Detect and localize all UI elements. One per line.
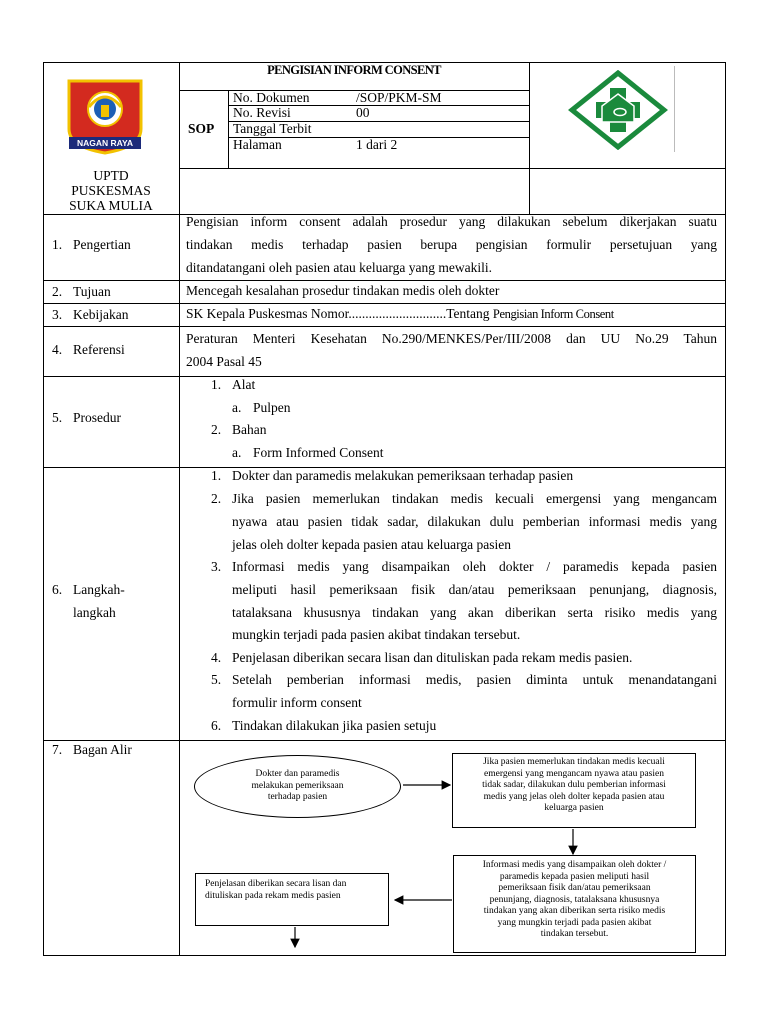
flow-node-3-line-7: tindakan tersebut. (540, 929, 609, 939)
field-label-no-dokumen: No. Dokumen (233, 90, 310, 105)
langkah-step-3-line-4: mungkin terjadi pada pasien akibat tindakan tersebut. (232, 627, 521, 642)
flow-node-informasi-medis (453, 855, 696, 953)
langkah-step-5-line-1: Setelah pemberian informasi medis, pasien diminta untuk menandatangani (232, 672, 717, 687)
langkah-step-2-number: 2. (211, 491, 222, 506)
section-7-number: 7. (52, 742, 63, 757)
frame-bottom (43, 955, 726, 956)
prosedur-item-1-text: Alat (232, 377, 256, 392)
flow-node-start-line-1: Dokter dan paramedis (255, 769, 340, 780)
sop-divider (228, 90, 229, 168)
flow-node-2-line-4: medis yang jelas oleh dolter kepada pasien atau (483, 791, 665, 802)
langkah-step-4-line-1: Penjelasan diberikan secara lisan dan dituliskan pada rekam medis pasien. (232, 650, 633, 665)
pengertian-line-2: tindakan medis terhadap pasien berupa pengisian formulir persetujuan yang (186, 237, 717, 252)
prosedur-item-2-text: Bahan (232, 422, 267, 437)
col-divider-1 (179, 62, 180, 214)
section-5-number: 5. (52, 410, 63, 425)
section-6-label-line-2: langkah (73, 605, 116, 620)
langkah-step-1-number: 1. (211, 468, 222, 483)
field-label-no-revisi: No. Revisi (233, 105, 291, 120)
section-3-number: 3. (52, 307, 63, 322)
section-2-label: Tujuan (73, 284, 111, 299)
field-value-no-dokumen: /SOP/PKM-SM (356, 90, 442, 105)
langkah-step-2-line-3: jelas oleh dolter kepada pasien atau keluarga pasien (232, 537, 512, 552)
section-2-number: 2. (52, 284, 63, 299)
prosedur-item-1-number: 1. (211, 377, 222, 392)
flow-node-3-line-1: Informasi medis yang disampaikan oleh dokter / (482, 860, 667, 870)
section-6-label-line-1: Langkah- (73, 582, 125, 597)
pengertian-line-1: Pengisian inform consent adalah prosedur yang dilakukan sebelum dikerjakan suatu (186, 214, 717, 229)
org-line-3: SUKA MULIA (69, 198, 153, 213)
prosedur-item-1a-text: Pulpen (253, 400, 291, 415)
pengertian-line-3: ditandatangani oleh pasien atau keluarga yang mewakili. (186, 260, 493, 275)
row-sep-1 (43, 280, 726, 281)
puskesmas-logo (568, 70, 668, 150)
langkah-step-3-number: 3. (211, 559, 222, 574)
prosedur-item-2-number: 2. (211, 422, 222, 437)
flow-node-2-line-5: keluarga pasien (544, 803, 604, 813)
kebijakan-main: SK Kepala Puskesmas Nomor.............................Tentang (186, 306, 490, 321)
section-6-number: 6. (52, 582, 63, 597)
field-value-no-revisi: 00 (356, 105, 370, 120)
referensi-line-1: Peraturan Menteri Kesehatan No.290/MENKES/Per/III/2008 dan UU No.29 Tahun (186, 331, 717, 346)
nagan-raya-logo (63, 77, 147, 155)
sop-label: SOP (188, 121, 215, 136)
document-title: PENGISIAN INFORM CONSENT (267, 63, 441, 77)
flow-node-2-line-2: emergensi yang mengancam nyawa atau pasien (484, 768, 664, 779)
prosedur-item-2a-letter: a. (232, 445, 242, 460)
flow-node-2-line-1: Jika pasien memerlukan tindakan medis kecuali (483, 757, 665, 767)
flow-node-penjelasan (195, 873, 389, 926)
section-3-label: Kebijakan (73, 307, 129, 322)
langkah-step-5-line-2: formulir inform consent (232, 695, 362, 710)
tujuan-text: Mencegah kesalahan prosedur tindakan medis oleh dokter (186, 283, 500, 298)
title-underline (179, 90, 529, 91)
langkah-step-1-line-1: Dokter dan paramedis melakukan pemeriksaan terhadap pasien (232, 468, 574, 483)
section-7-label: Bagan Alir (73, 742, 132, 757)
header-row-bottom (179, 168, 726, 169)
field-value-halaman: 1 dari 2 (356, 137, 398, 152)
flow-node-start-line-3: terhadap pasien (267, 792, 328, 803)
langkah-step-3-line-1: Informasi medis yang disampaikan oleh dokter / paramedis kepada pasien (232, 559, 717, 574)
flow-node-3-line-5: tindakan yang akan diberikan serta risiko medis (483, 906, 666, 916)
scan-edge-mark (674, 66, 675, 152)
langkah-step-5-number: 5. (211, 672, 222, 687)
flow-node-3-line-3: pemeriksaan fisik dan/atau pemeriksaan (498, 883, 651, 893)
langkah-step-2-line-1: Jika pasien memerlukan tindakan medis kecuali emergensi yang mengancam (232, 491, 717, 506)
prosedur-item-1a-letter: a. (232, 400, 242, 415)
langkah-step-6-number: 6. (211, 718, 222, 733)
col-divider-2 (529, 62, 530, 214)
langkah-step-3-line-3: tatalaksana khususnya tindakan yang akan diberikan serta risiko medis yang (232, 605, 717, 620)
org-line-2: PUSKESMAS (71, 183, 151, 198)
row-sep-4 (43, 376, 726, 377)
prosedur-item-2a-text: Form Informed Consent (253, 445, 384, 460)
nagan-raya-text: NAGAN RAYA (76, 138, 134, 148)
section-4-label: Referensi (73, 342, 125, 357)
flow-node-start-line-2: melakukan pemeriksaan (251, 780, 344, 791)
section-1-label: Pengertian (73, 237, 131, 252)
langkah-step-2-line-2: nyawa atau pasien tidak sadar, dilakukan dulu pemberian informasi medis yang (232, 514, 717, 529)
section-5-label: Prosedur (73, 410, 121, 425)
kebijakan-topic: Pengisian Inform Consent (492, 307, 614, 321)
referensi-line-2: 2004 Pasal 45 (186, 354, 262, 369)
row-sep-3 (43, 326, 726, 327)
flow-node-4-line-1: Penjelasan diberikan secara lisan dan (205, 879, 347, 889)
flow-node-informasi-awal (452, 753, 696, 828)
flow-node-3-line-6: yang mungkin terjadi pada pasien akibat (497, 917, 652, 928)
langkah-step-4-number: 4. (211, 650, 222, 665)
frame-right (725, 62, 726, 956)
langkah-step-6-line-1: Tindakan dilakukan jika pasien setuju (232, 718, 437, 733)
flow-node-start (194, 755, 401, 818)
field-label-tanggal-terbit: Tanggal Terbit (233, 121, 312, 136)
org-line-1: UPTD (93, 168, 129, 183)
flow-node-4-line-2: dituliskan pada rekam medis pasien (205, 890, 341, 901)
flow-node-3-line-2: paramedis kepada pasien meliputi hasil (499, 871, 650, 882)
langkah-step-3-line-2: meliputi hasil pemeriksaan fisik dan/atau pemeriksaan penunjang, diagnosis, (232, 582, 717, 597)
section-1-number: 1. (52, 237, 63, 252)
flow-node-2-line-3: tidak sadar, dilakukan dulu pemberian informasi (482, 780, 666, 790)
row-sep-2 (43, 303, 726, 304)
kebijakan-text (186, 306, 614, 322)
flow-node-3-line-4: penunjang, diagnosis, tatalaksana khususnya (489, 894, 660, 905)
section-4-number: 4. (52, 342, 63, 357)
field-label-halaman: Halaman (233, 137, 282, 152)
